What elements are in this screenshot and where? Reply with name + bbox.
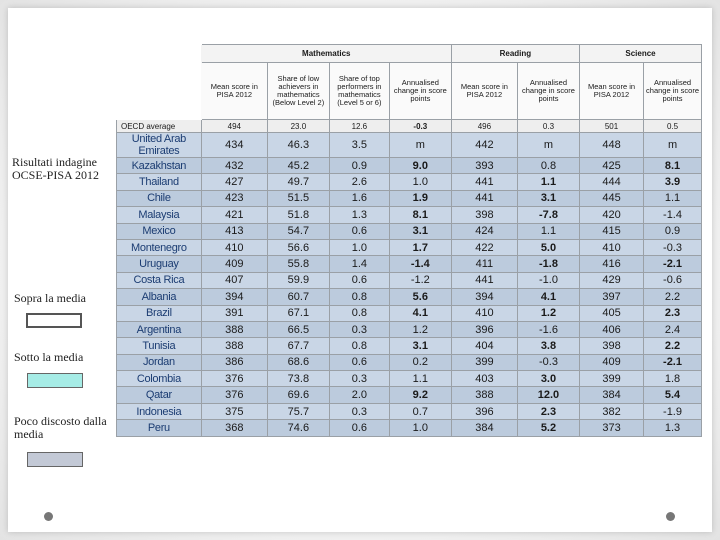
table-cell: 0.9 — [329, 158, 389, 174]
table-cell: 421 — [201, 207, 267, 223]
country-name: Albania — [117, 289, 202, 305]
oecd-value: 0.3 — [517, 120, 579, 133]
oecd-value: -0.3 — [389, 120, 451, 133]
oecd-value: 23.0 — [267, 120, 329, 133]
table-cell: 8.1 — [389, 207, 451, 223]
table-cell: 429 — [579, 272, 643, 288]
table-cell: 0.7 — [389, 403, 451, 419]
table-cell: 393 — [451, 158, 517, 174]
table-row — [117, 289, 702, 305]
table-cell: 1.2 — [517, 305, 579, 321]
table-cell: 12.0 — [517, 387, 579, 403]
table-cell: 67.7 — [267, 338, 329, 354]
table-cell: 396 — [451, 321, 517, 337]
pisa-table — [116, 44, 702, 464]
table-cell: 404 — [451, 338, 517, 354]
table-cell: -0.3 — [644, 239, 702, 255]
legend-below-label: Sotto la media — [14, 350, 84, 364]
table-cell: 373 — [579, 420, 643, 436]
table-cell: -1.0 — [517, 272, 579, 288]
table-cell: 59.9 — [267, 272, 329, 288]
table-cell: 0.8 — [329, 305, 389, 321]
table-cell: 4.1 — [517, 289, 579, 305]
table-cell: 422 — [451, 239, 517, 255]
table-row — [117, 207, 702, 223]
table-cell: 376 — [201, 371, 267, 387]
table-cell: 441 — [451, 190, 517, 206]
table-cell: -2.1 — [644, 256, 702, 272]
nav-dot-right[interactable] — [666, 512, 675, 521]
table-row — [117, 174, 702, 190]
table-cell: 75.7 — [267, 403, 329, 419]
table-cell: 1.0 — [329, 239, 389, 255]
nav-dot-left[interactable] — [44, 512, 53, 521]
table-cell: 4.1 — [389, 305, 451, 321]
table-cell: 74.6 — [267, 420, 329, 436]
oecd-value: 0.5 — [644, 120, 702, 133]
table-cell: 410 — [451, 305, 517, 321]
table-cell: 382 — [579, 403, 643, 419]
table-cell: 415 — [579, 223, 643, 239]
oecd-value: 12.6 — [329, 120, 389, 133]
table-cell: 384 — [451, 420, 517, 436]
table-row — [117, 420, 702, 436]
country-name: Colombia — [117, 371, 202, 387]
legend-near-label: Poco discosto dalla media — [14, 414, 107, 441]
country-name: Uruguay — [117, 256, 202, 272]
legend-near-swatch — [27, 452, 83, 467]
table-cell: 0.6 — [329, 223, 389, 239]
table-cell: 67.1 — [267, 305, 329, 321]
country-name: Thailand — [117, 174, 202, 190]
table-cell: 55.8 — [267, 256, 329, 272]
table-cell: 0.6 — [329, 272, 389, 288]
country-name: United Arab Emirates — [117, 133, 202, 158]
table-cell: 394 — [451, 289, 517, 305]
table-cell: -1.6 — [517, 321, 579, 337]
table-cell: -1.4 — [389, 256, 451, 272]
legend-title: Risultati indagine OCSE-PISA 2012 — [12, 155, 100, 182]
table-cell: 398 — [451, 207, 517, 223]
table-row — [117, 272, 702, 288]
column-header: Share of low achievers in mathematics (Below Level 2) — [267, 63, 329, 120]
table-cell: -0.3 — [517, 354, 579, 370]
table-cell: -1.9 — [644, 403, 702, 419]
table-cell: 0.3 — [329, 403, 389, 419]
table-cell: 0.9 — [644, 223, 702, 239]
table-row — [117, 239, 702, 255]
oecd-value: 494 — [201, 120, 267, 133]
table-cell: 411 — [451, 256, 517, 272]
table-cell: 368 — [201, 420, 267, 436]
table-cell: 388 — [451, 387, 517, 403]
country-name: Qatar — [117, 387, 202, 403]
table-cell: 45.2 — [267, 158, 329, 174]
table-cell: 384 — [579, 387, 643, 403]
table-cell: 432 — [201, 158, 267, 174]
table-cell: 403 — [451, 371, 517, 387]
table-row — [117, 321, 702, 337]
table-cell: 73.8 — [267, 371, 329, 387]
table-cell: 410 — [201, 239, 267, 255]
table-row — [117, 305, 702, 321]
table-cell: 1.0 — [389, 174, 451, 190]
table-cell: 394 — [201, 289, 267, 305]
table-cell: 3.5 — [329, 133, 389, 158]
table-cell: 427 — [201, 174, 267, 190]
table-row — [117, 403, 702, 419]
group-mathematics: Mathematics — [201, 45, 451, 63]
table-row — [117, 387, 702, 403]
table-cell: 56.6 — [267, 239, 329, 255]
table-cell: 3.1 — [389, 223, 451, 239]
table-cell: 416 — [579, 256, 643, 272]
table-cell: 1.0 — [389, 420, 451, 436]
table-cell: 1.7 — [389, 239, 451, 255]
table-cell: 397 — [579, 289, 643, 305]
country-name: Tunisia — [117, 338, 202, 354]
table-cell: 441 — [451, 272, 517, 288]
table-cell: 3.1 — [389, 338, 451, 354]
country-name: Mexico — [117, 223, 202, 239]
table-cell: 69.6 — [267, 387, 329, 403]
table-row — [117, 354, 702, 370]
table-cell: 2.4 — [644, 321, 702, 337]
table-cell: 2.6 — [329, 174, 389, 190]
country-name: Kazakhstan — [117, 158, 202, 174]
table-cell: 2.0 — [329, 387, 389, 403]
table-cell: -2.1 — [644, 354, 702, 370]
table-cell: 8.1 — [644, 158, 702, 174]
table-cell: m — [517, 133, 579, 158]
oecd-label: OECD average — [117, 120, 202, 133]
table-row — [117, 338, 702, 354]
table-cell: 1.6 — [329, 190, 389, 206]
table-cell: 0.3 — [329, 371, 389, 387]
table-cell: 5.6 — [389, 289, 451, 305]
table-cell: 434 — [201, 133, 267, 158]
table-cell: -7.8 — [517, 207, 579, 223]
table-cell: 3.0 — [517, 371, 579, 387]
table-cell: 1.3 — [329, 207, 389, 223]
table-cell: 405 — [579, 305, 643, 321]
table-cell: -0.6 — [644, 272, 702, 288]
table-cell: 9.0 — [389, 158, 451, 174]
table-cell: 442 — [451, 133, 517, 158]
table-row — [117, 223, 702, 239]
table-cell: 1.1 — [517, 223, 579, 239]
table-cell: 409 — [201, 256, 267, 272]
table-cell: 5.0 — [517, 239, 579, 255]
country-name: Chile — [117, 190, 202, 206]
table-cell: 0.8 — [329, 289, 389, 305]
column-header: Mean score in PISA 2012 — [201, 63, 267, 120]
table-cell: 1.1 — [389, 371, 451, 387]
table-cell: 2.2 — [644, 338, 702, 354]
table-cell: -1.8 — [517, 256, 579, 272]
table-cell: 420 — [579, 207, 643, 223]
corner-cell — [117, 63, 202, 120]
oecd-value: 501 — [579, 120, 643, 133]
column-header: Mean score in PISA 2012 — [451, 63, 517, 120]
table-cell: 1.1 — [644, 190, 702, 206]
legend-above-label: Sopra la media — [14, 291, 86, 305]
table-cell: 1.9 — [389, 190, 451, 206]
table-cell: 441 — [451, 174, 517, 190]
legend-above-swatch — [26, 313, 82, 328]
table-cell: 410 — [579, 239, 643, 255]
table-cell: 386 — [201, 354, 267, 370]
table-cell: 396 — [451, 403, 517, 419]
table-cell: 3.8 — [517, 338, 579, 354]
oecd-value: 496 — [451, 120, 517, 133]
table-row — [117, 256, 702, 272]
legend-below-swatch — [27, 373, 83, 388]
table-cell: 0.8 — [517, 158, 579, 174]
table-cell: 3.9 — [644, 174, 702, 190]
table-cell: 399 — [451, 354, 517, 370]
table-cell: 425 — [579, 158, 643, 174]
table-cell: 1.3 — [644, 420, 702, 436]
country-name: Montenegro — [117, 239, 202, 255]
table-cell: 2.2 — [644, 289, 702, 305]
table-cell: m — [644, 133, 702, 158]
group-science: Science — [579, 45, 701, 63]
column-header: Annualised change in score points — [389, 63, 451, 120]
table-cell: 448 — [579, 133, 643, 158]
table-cell: 2.3 — [644, 305, 702, 321]
table-cell: 68.6 — [267, 354, 329, 370]
table-cell: 3.1 — [517, 190, 579, 206]
table-cell: 5.2 — [517, 420, 579, 436]
table-cell: 1.1 — [517, 174, 579, 190]
column-header: Share of top performers in mathematics (Level 5 or 6) — [329, 63, 389, 120]
country-name: Malaysia — [117, 207, 202, 223]
table-cell: 0.3 — [329, 321, 389, 337]
table-cell: 399 — [579, 371, 643, 387]
table-cell: 0.6 — [329, 354, 389, 370]
column-header: Annualised change in score points — [517, 63, 579, 120]
table-cell: 5.4 — [644, 387, 702, 403]
table-cell: 54.7 — [267, 223, 329, 239]
table-cell: 9.2 — [389, 387, 451, 403]
table-cell: 409 — [579, 354, 643, 370]
table-cell: 445 — [579, 190, 643, 206]
table-cell: m — [389, 133, 451, 158]
table-cell: 388 — [201, 338, 267, 354]
table-cell: 60.7 — [267, 289, 329, 305]
table-cell: 444 — [579, 174, 643, 190]
country-name: Argentina — [117, 321, 202, 337]
table-cell: 423 — [201, 190, 267, 206]
table-cell: 1.2 — [389, 321, 451, 337]
table-cell: 406 — [579, 321, 643, 337]
table-cell: 407 — [201, 272, 267, 288]
table-row — [117, 190, 702, 206]
table-cell: 413 — [201, 223, 267, 239]
table-cell: 66.5 — [267, 321, 329, 337]
country-name: Peru — [117, 420, 202, 436]
table-cell: -1.4 — [644, 207, 702, 223]
table-cell: 51.8 — [267, 207, 329, 223]
table-row — [117, 158, 702, 174]
table-cell: 1.8 — [644, 371, 702, 387]
table-cell: 0.8 — [329, 338, 389, 354]
country-name: Brazil — [117, 305, 202, 321]
table-cell: 49.7 — [267, 174, 329, 190]
table-cell: 51.5 — [267, 190, 329, 206]
column-header: Mean score in PISA 2012 — [579, 63, 643, 120]
corner-cell — [117, 45, 202, 63]
table-cell: 1.4 — [329, 256, 389, 272]
table-cell: 46.3 — [267, 133, 329, 158]
table-cell: 0.6 — [329, 420, 389, 436]
table-cell: 2.3 — [517, 403, 579, 419]
table-cell: -1.2 — [389, 272, 451, 288]
country-name: Costa Rica — [117, 272, 202, 288]
table-cell: 388 — [201, 321, 267, 337]
table-row — [117, 371, 702, 387]
table-cell: 375 — [201, 403, 267, 419]
table-cell: 0.2 — [389, 354, 451, 370]
table-cell: 424 — [451, 223, 517, 239]
table-cell: 398 — [579, 338, 643, 354]
table-cell: 376 — [201, 387, 267, 403]
country-name: Indonesia — [117, 403, 202, 419]
table-row — [117, 133, 702, 158]
column-header: Annualised change in score points — [644, 63, 702, 120]
table-cell: 391 — [201, 305, 267, 321]
group-reading: Reading — [451, 45, 579, 63]
country-name: Jordan — [117, 354, 202, 370]
